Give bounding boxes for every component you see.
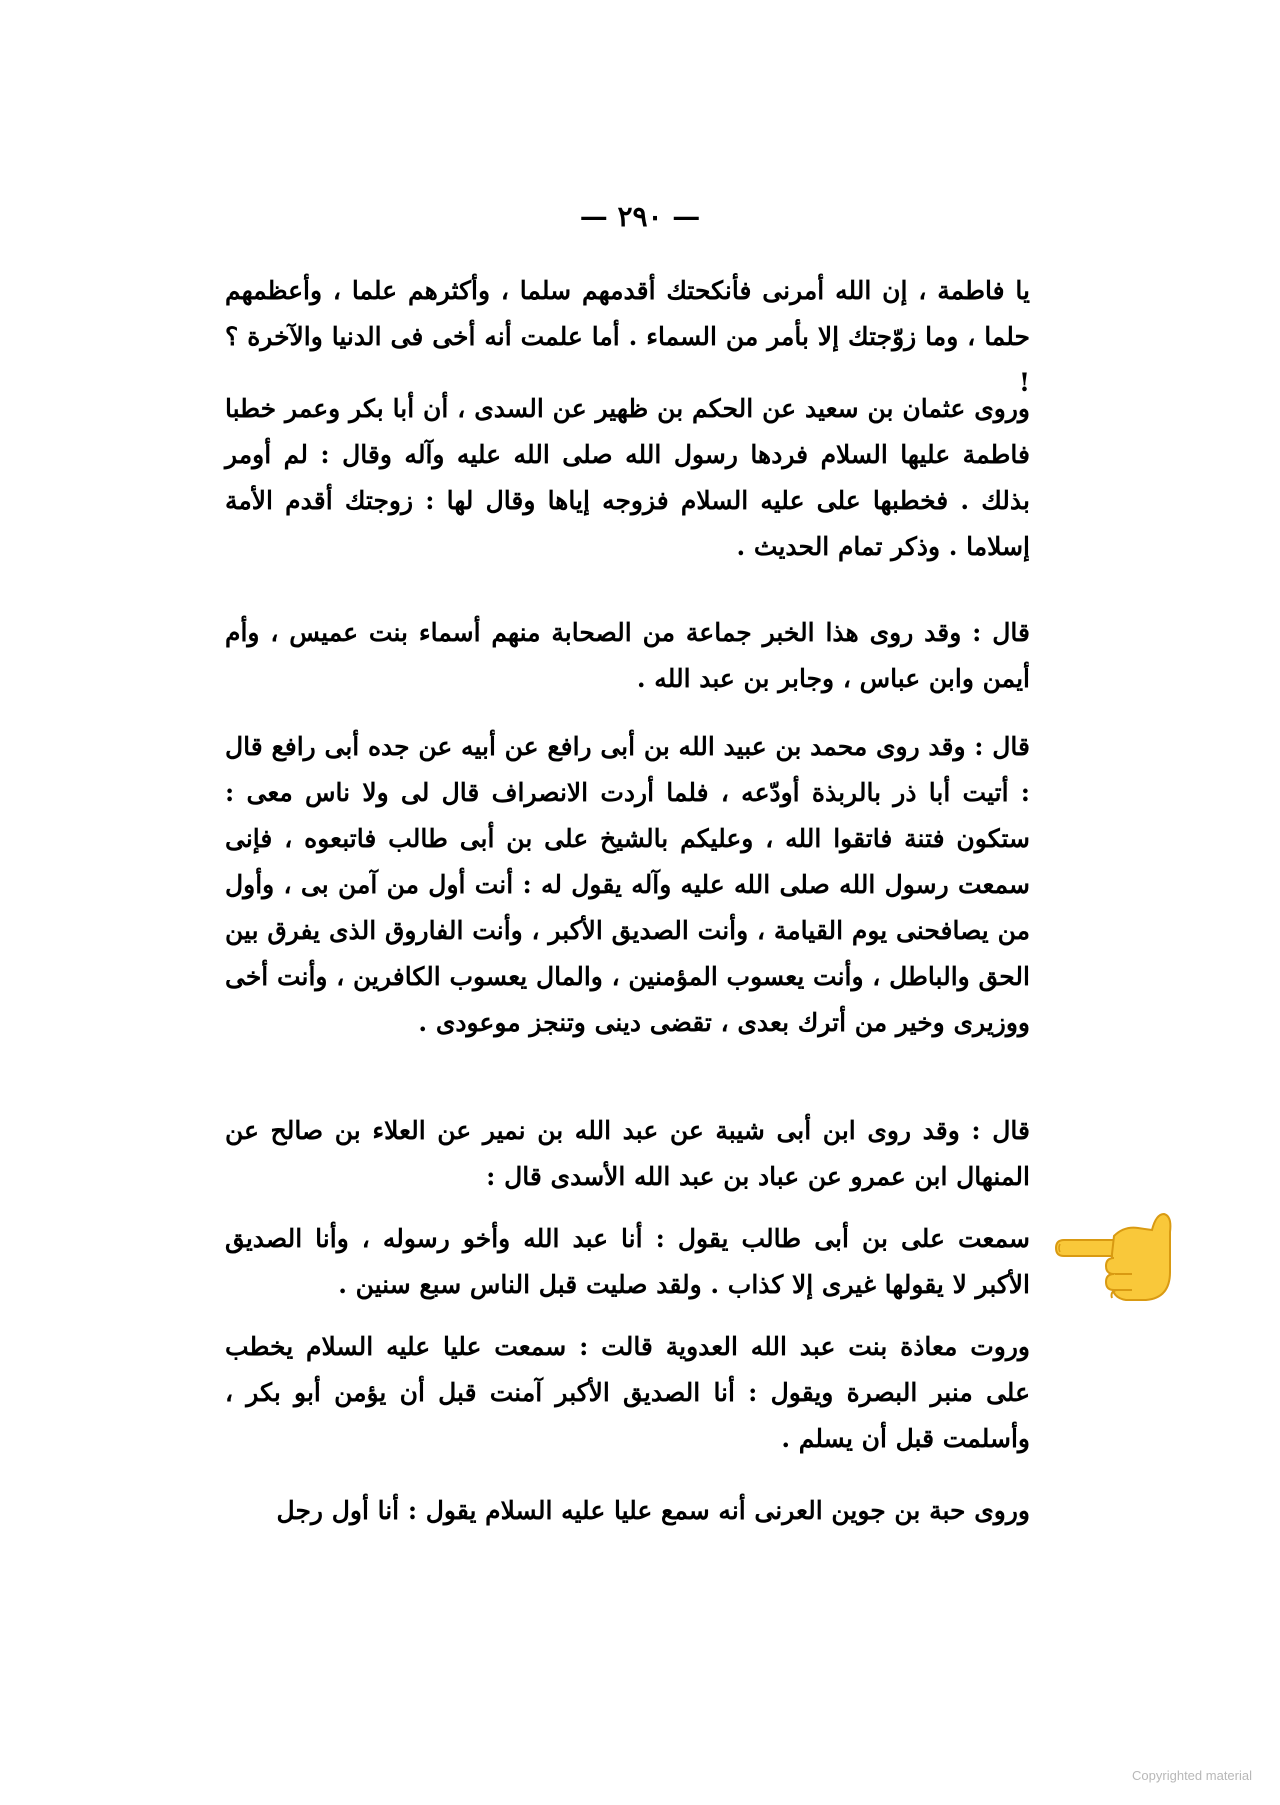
paragraph-7: وروت معاذة بنت عبد الله العدوية قالت : سمعت عليا عليه السلام يخطب على منبر البصرة ويقول : أنا الصديق الأكبر آمنت قبل أن يؤمن أبو بكر ، وأسلمت قبل أن يسلم .: [225, 1332, 1030, 1453]
paragraph-1: يا فاطمة ، إن الله أمرنى فأنكحتك أقدمهم سلما ، وأكثرهم علما ، وأعظمهم حلما ، وما زوّجتك إلا بأمر من السماء . أما علمت أنه أخى فى الدنيا والآخرة ؟ !: [225, 276, 1030, 397]
paragraph-4: قال : وقد روى محمد بن عبيد الله بن أبى رافع عن أبيه عن جده أبى رافع قال : أتيت أبا ذر بالربذة أودّعه ، فلما أردت الانصراف قال لى ولا ناس معى : ستكون فتنة فاتقوا الله ، وعليكم بالشيخ على بن أبى طالب فاتبعوه ، فإنى سمعت رسول الله صلى الله عليه وآله يقول له : أنت أول من آمن بى ، وأول من يصافحنى يوم القيامة ، وأنت الصديق الأكبر ، وأنت الفاروق الذى يفرق بين الحق والباطل ، وأنت يعسوب المؤمنين ، والمال يعسوب الكافرين ، وأنت أخى ووزيرى وخير من أترك بعدى ، تقضى دينى وتنجز موعودى .: [225, 732, 1030, 1037]
paragraph-2: وروى عثمان بن سعيد عن الحكم بن ظهير عن السدى ، أن أبا بكر وعمر خطبا فاطمة عليها السلام فردها رسول الله صلى الله عليه وآله وقال : لم أومر بذلك . فخطبها على عليه السلام فزوجه إياها وقال لها : زوجتك أقدم الأمة إسلاما . وذكر تمام الحديث .: [225, 394, 1030, 561]
paragraph-3: قال : وقد روى هذا الخبر جماعة من الصحابة منهم أسماء بنت عميس ، وأم أيمن وابن عباس ، وجابر بن عبد الله .: [225, 618, 1030, 693]
copyright-watermark: Copyrighted material: [1132, 1768, 1252, 1783]
paragraph-8: وروى حبة بن جوين العرنى أنه سمع عليا عليه السلام يقول : أنا أول رجل: [276, 1496, 1030, 1525]
pointing-hand-icon: [1052, 1210, 1176, 1306]
page-number: — ٢٩٠ —: [579, 200, 701, 233]
paragraph-5: قال : وقد روى ابن أبى شيبة عن عبد الله بن نمير عن العلاء بن صالح عن المنهال ابن عمرو عن عباد بن عبد الله الأسدى قال :: [225, 1116, 1030, 1191]
paragraph-6: سمعت على بن أبى طالب يقول : أنا عبد الله وأخو رسوله ، وأنا الصديق الأكبر لا يقولها غيرى إلا كذاب . ولقد صليت قبل الناس سبع سنين .: [225, 1224, 1030, 1299]
